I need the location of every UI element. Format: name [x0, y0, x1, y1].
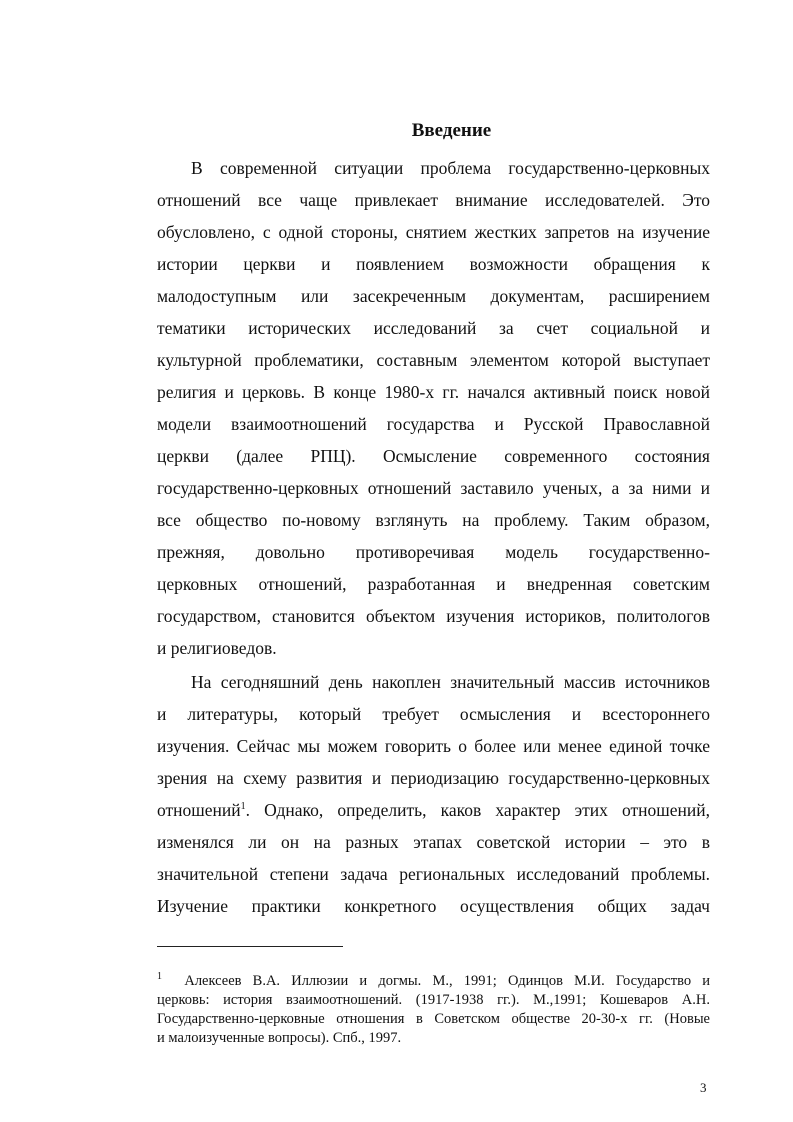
footnote-reference[interactable]: 1 [240, 801, 246, 813]
body-line: тематики исторических исследований за счет социальной и [157, 318, 710, 338]
body-line [157, 798, 710, 822]
footnote-line: и малоизученные вопросы). Спб., 1997. [157, 1030, 402, 1046]
body-line: прежняя, довольно противоречивая модель государственно- [157, 542, 710, 562]
footnote-text: Алексеев В.А. Иллюзии и догмы. М., 1991; Одинцов М.И. Государство и [184, 973, 710, 989]
section-heading: Введение [411, 120, 492, 141]
footnote-line [157, 972, 710, 991]
body-line: значительной степени задача региональных исследований проблемы. [157, 864, 710, 884]
footnote-separator [157, 946, 343, 947]
body-line: церкви (далее РПЦ). Осмысление современного состояния [157, 446, 710, 466]
body-line: зрения на схему развития и периодизацию государственно-церковных [157, 768, 710, 788]
body-line: государством, становится объектом изучения историков, политологов [157, 606, 710, 626]
body-line: изучения. Сейчас мы можем говорить о более или менее единой точке [157, 736, 710, 756]
footnote-line: церковь: история взаимоотношений. (1917-1938 гг.). М.,1991; Кошеваров А.Н. [157, 992, 710, 1008]
body-line: обусловлено, с одной стороны, снятием жестких запретов на изучение [157, 222, 710, 242]
body-line: На сегодняшний день накоплен значительный массив источников [191, 672, 710, 692]
body-line: отношений все чаще привлекает внимание исследователей. Это [157, 190, 710, 210]
body-line: государственно-церковных отношений заставило ученых, а за ними и [157, 478, 710, 498]
body-line: В современной ситуации проблема государственно-церковных [191, 158, 710, 178]
body-line: и религиоведов. [157, 638, 277, 658]
body-line: изменялся ли он на разных этапах советской истории – это в [157, 832, 710, 852]
body-line: религия и церковь. В конце 1980-х гг. начался активный поиск новой [157, 382, 710, 402]
footnote-line: Государственно-церковные отношения в Советском обществе 20-30-х гг. (Новые [157, 1011, 710, 1027]
page-number: 3 [700, 1080, 707, 1095]
body-line: истории церкви и появлением возможности обращения к [157, 254, 710, 274]
body-line: культурной проблематики, составным элементом которой выступает [157, 350, 710, 370]
body-text: отношений [157, 800, 241, 820]
body-line: все общество по-новому взглянуть на проблему. Таким образом, [157, 510, 710, 530]
body-line: малодоступным или засекреченным документам, расширением [157, 286, 710, 306]
body-line: церковных отношений, разработанная и внедренная советским [157, 574, 710, 594]
body-line: модели взаимоотношений государства и Русской Православной [157, 414, 710, 434]
body-line: Изучение практики конкретного осуществления общих задач [157, 896, 710, 916]
body-text: . Однако, определить, каков характер этих отношений, [245, 800, 710, 820]
body-line: и литературы, который требует осмысления и всестороннего [157, 704, 710, 724]
footnote-marker: 1 [157, 971, 162, 983]
